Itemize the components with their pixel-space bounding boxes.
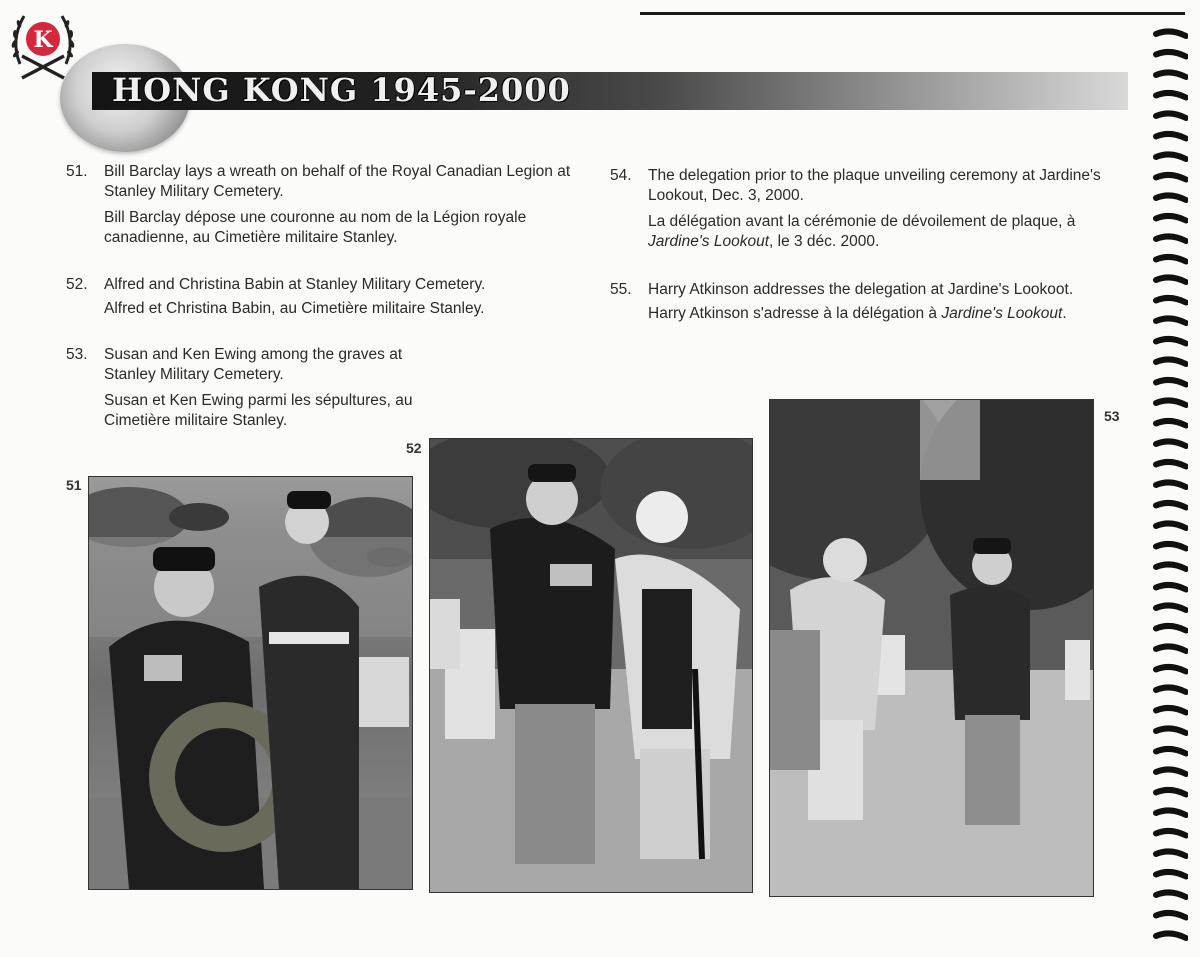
top-rule bbox=[640, 12, 1185, 15]
spiral-coil bbox=[1156, 113, 1186, 118]
spiral-coil bbox=[1156, 831, 1186, 836]
spiral-coil bbox=[1156, 257, 1186, 262]
spiral-coil bbox=[1156, 31, 1186, 36]
spiral-coil bbox=[1156, 769, 1186, 774]
spiral-coil bbox=[1156, 400, 1186, 405]
page-title: HONG KONG 1945-2000 bbox=[112, 71, 571, 109]
spiral-coil bbox=[1156, 523, 1186, 528]
caption-english: Alfred and Christina Babin at Stanley Military Cemetery. bbox=[104, 276, 486, 293]
spiral-coil bbox=[1156, 585, 1186, 590]
photo-label-52: 52 bbox=[406, 440, 422, 456]
photo-53 bbox=[769, 399, 1094, 897]
spiral-coil bbox=[1156, 482, 1186, 487]
spiral-coil bbox=[1156, 421, 1186, 426]
spiral-coil bbox=[1156, 52, 1186, 57]
caption-french bbox=[648, 304, 1130, 324]
spiral-coil bbox=[1156, 933, 1186, 938]
spiral-coil bbox=[1156, 913, 1186, 918]
caption-english: Bill Barclay lays a wreath on behalf of the Royal Canadian Legion at Stanley Military Cemetery. bbox=[104, 163, 571, 200]
caption-french: Bill Barclay dépose une couronne au nom de la Légion royale canadienne, au Cimetière militaire Stanley. bbox=[104, 209, 527, 246]
spiral-coil bbox=[1156, 667, 1186, 672]
caption-number: 52. bbox=[66, 276, 88, 293]
caption-french-text: La délégation avant la cérémonie de dévoilement de plaque, à bbox=[648, 213, 1076, 230]
caption-number: 55. bbox=[610, 281, 632, 298]
spiral-coil bbox=[1156, 318, 1186, 323]
spiral-coil bbox=[1156, 626, 1186, 631]
spiral-coil bbox=[1156, 892, 1186, 897]
spiral-coil bbox=[1156, 175, 1186, 180]
spiral-coil bbox=[1156, 93, 1186, 98]
caption-53 bbox=[66, 345, 436, 431]
caption-number: 53. bbox=[66, 346, 88, 363]
spiral-coil bbox=[1156, 339, 1186, 344]
caption-french-italic: Jardine's Lookout bbox=[648, 233, 770, 250]
photo-52 bbox=[429, 438, 753, 893]
caption-french-text-end: , le 3 déc. 2000. bbox=[769, 233, 880, 250]
spiral-coil bbox=[1156, 277, 1186, 282]
spiral-coil bbox=[1156, 872, 1186, 877]
caption-french: Alfred et Christina Babin, au Cimetière militaire Stanley. bbox=[104, 300, 485, 317]
spiral-coil bbox=[1156, 216, 1186, 221]
spiral-coil bbox=[1156, 851, 1186, 856]
spiral-coil bbox=[1156, 687, 1186, 692]
spiral-binding bbox=[1152, 28, 1188, 948]
spiral-coil bbox=[1156, 298, 1186, 303]
caption-52 bbox=[66, 275, 586, 319]
caption-54 bbox=[610, 166, 1130, 252]
spiral-coil bbox=[1156, 564, 1186, 569]
caption-english: Susan and Ken Ewing among the graves at Stanley Military Cemetery. bbox=[104, 346, 403, 383]
caption-english: The delegation prior to the plaque unveiling ceremony at Jardine's Lookout, Dec. 3, 2000. bbox=[648, 167, 1101, 204]
spiral-coil bbox=[1156, 790, 1186, 795]
caption-french-text-end: . bbox=[1062, 305, 1067, 322]
photo-label-53: 53 bbox=[1104, 408, 1120, 424]
caption-french-text: Harry Atkinson s'adresse à la délégation à bbox=[648, 305, 942, 322]
spiral-coil bbox=[1156, 441, 1186, 446]
caption-55 bbox=[610, 280, 1130, 324]
spiral-coil bbox=[1156, 605, 1186, 610]
spiral-coil bbox=[1156, 72, 1186, 77]
caption-51 bbox=[66, 162, 586, 248]
spiral-coil bbox=[1156, 749, 1186, 754]
spiral-coil bbox=[1156, 810, 1186, 815]
photo-label-51: 51 bbox=[66, 477, 82, 493]
spiral-coil bbox=[1156, 708, 1186, 713]
spiral-coil bbox=[1156, 134, 1186, 139]
caption-french-italic: Jardine's Lookout bbox=[941, 305, 1063, 322]
spiral-coil bbox=[1156, 359, 1186, 364]
spiral-coil bbox=[1156, 154, 1186, 159]
caption-english: Harry Atkinson addresses the delegation at Jardine's Lookoot. bbox=[648, 281, 1074, 298]
caption-french bbox=[648, 212, 1130, 252]
caption-french: Susan et Ken Ewing parmi les sépultures, au Cimetière militaire Stanley. bbox=[104, 392, 413, 429]
photo-51 bbox=[88, 476, 413, 890]
spiral-coil bbox=[1156, 380, 1186, 385]
spiral-coil bbox=[1156, 544, 1186, 549]
spiral-coil bbox=[1156, 728, 1186, 733]
spiral-coil bbox=[1156, 462, 1186, 467]
spiral-coil bbox=[1156, 646, 1186, 651]
spiral-coil bbox=[1156, 503, 1186, 508]
caption-number: 54. bbox=[610, 167, 632, 184]
spiral-coil bbox=[1156, 195, 1186, 200]
spiral-coil bbox=[1156, 236, 1186, 241]
svg-text:K: K bbox=[33, 27, 53, 53]
caption-number: 51. bbox=[66, 163, 88, 180]
